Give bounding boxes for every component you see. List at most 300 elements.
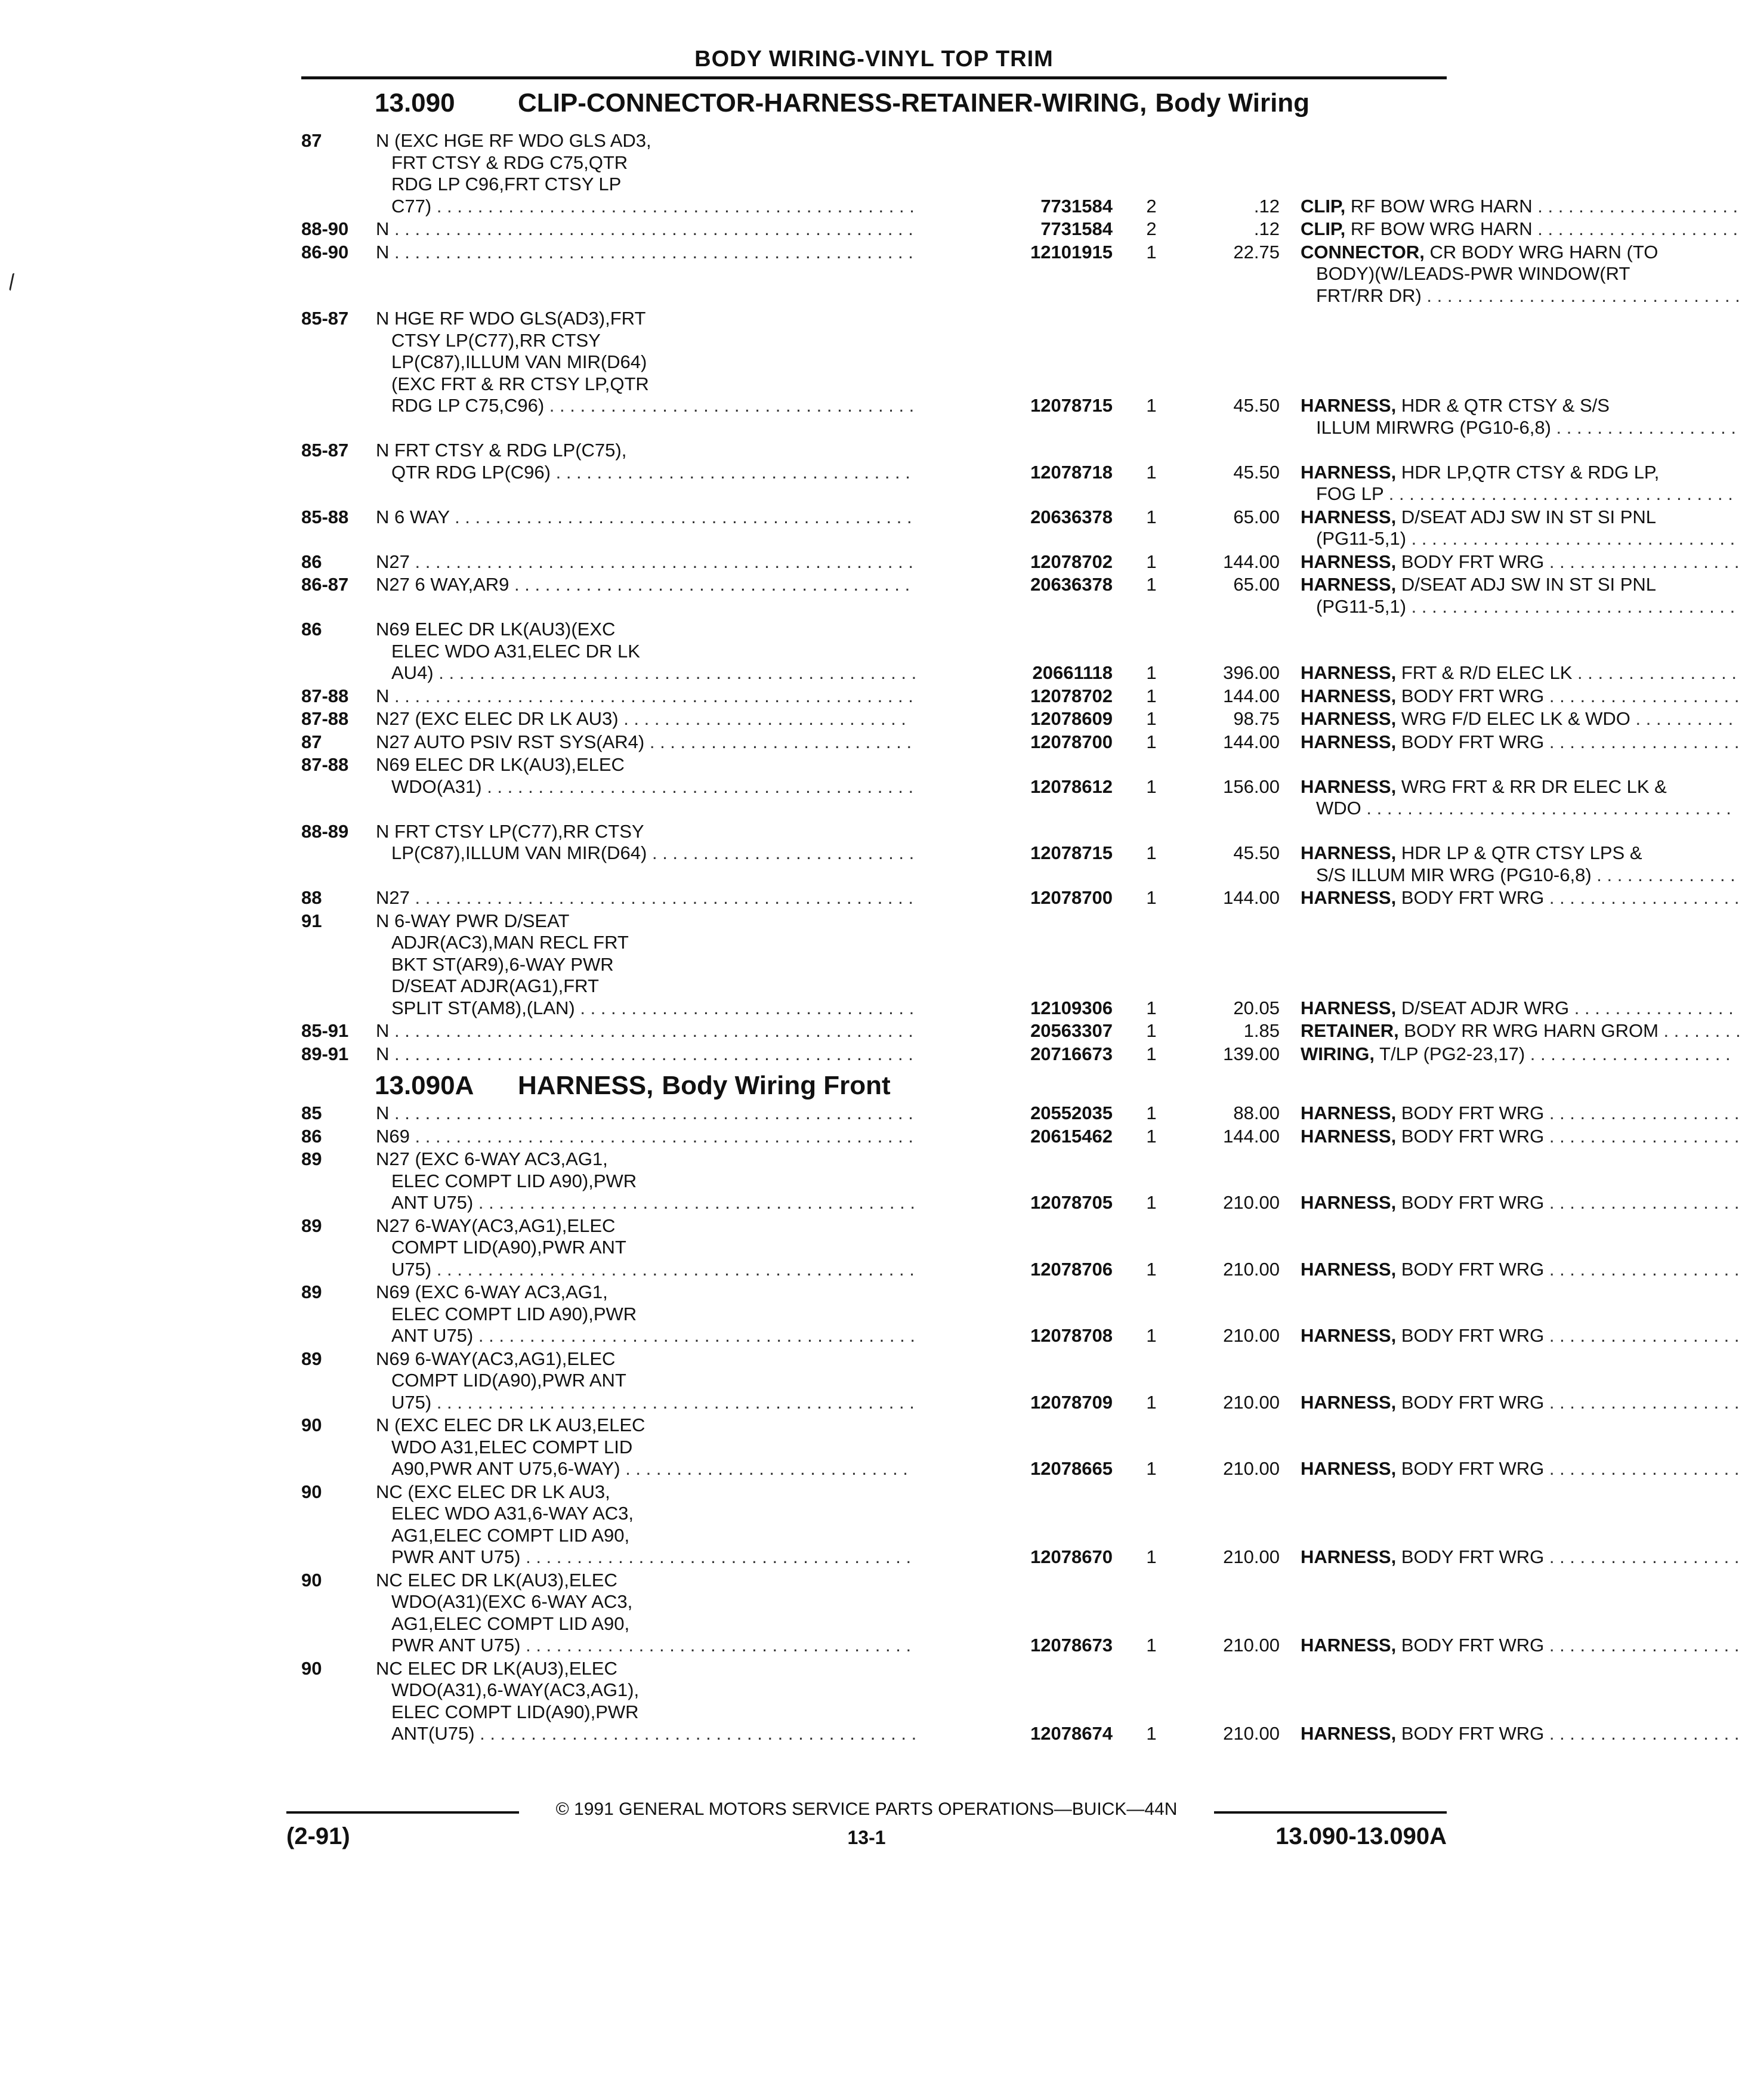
description-line: [376, 1126, 1002, 1148]
leader-dots: . . . . . . . . . . . . . . . . . . . . . . . . . . . . . . . . . . . . . . . . . . . . . . . . .: [409, 1125, 913, 1147]
description-text: ANT U75): [391, 1192, 474, 1213]
part-name: HARNESS,: [1301, 1635, 1397, 1656]
part-detail: BODY)(W/LEADS-PWR WINDOW(RT: [1316, 263, 1630, 284]
part-detail: BODY FRT WRG: [1396, 887, 1545, 908]
part-number: 12078609: [1030, 708, 1113, 729]
leader-dots: . . . . . . . . . . . . . .: [1591, 864, 1735, 885]
description-text: WDO(A31)(EXC 6-WAY AC3,: [391, 1591, 633, 1612]
application-description: [376, 1102, 1002, 1125]
description-line: [376, 1348, 1002, 1370]
model-years: 87-88: [301, 708, 349, 729]
part-detail: BODY FRT WRG: [1396, 1458, 1545, 1479]
description-line: [376, 1635, 1002, 1657]
quantity: 1: [1146, 1635, 1157, 1656]
application-description: [376, 1348, 1002, 1414]
leader-dots: . . . . . . . . . . . . . . . . . . . . . . . . . . . . . . . . . . . . . . . . . . . . . . . . . . .: [389, 1043, 913, 1064]
price: 396.00: [1223, 662, 1280, 683]
description-line: [376, 174, 1002, 196]
part-number: 12078612: [1030, 776, 1113, 797]
description-line: [376, 887, 1002, 909]
leader-dots: . . . . . . . . . . . . . . . . . . . . . . . . . . . . . . .: [1421, 285, 1740, 306]
section-subtitle: Body Wiring: [1155, 88, 1310, 118]
part-name: HARNESS,: [1301, 1102, 1397, 1123]
part-description-line: [1301, 685, 1745, 708]
part-name: CLIP,: [1301, 218, 1346, 239]
part-detail: WRG FRT & RR DR ELEC LK &: [1396, 776, 1667, 797]
application-description: [376, 1148, 1002, 1214]
part-description: [1301, 1192, 1745, 1214]
description-line: [376, 551, 1002, 573]
revision-date: (2-91): [286, 1823, 350, 1849]
part-number: 12078708: [1030, 1325, 1113, 1346]
part-number: 20661118: [1032, 662, 1113, 683]
part-name: HARNESS,: [1301, 461, 1397, 483]
part-number: 12078700: [1030, 731, 1113, 752]
description-text: ELEC COMPT LID(A90),PWR: [391, 1701, 639, 1722]
price: 22.75: [1233, 241, 1280, 262]
part-detail: BODY FRT WRG: [1396, 551, 1545, 572]
description-text: C77): [391, 195, 432, 217]
description-line: [376, 776, 1002, 798]
part-description-line: [1301, 842, 1745, 864]
description-text: WDO(A31): [391, 776, 482, 797]
model-years: 89: [301, 1348, 322, 1369]
description-text: N27 (EXC 6-WAY AC3,AG1,: [376, 1148, 608, 1169]
part-description: [1301, 1102, 1745, 1125]
leader-dots: . . . . . . . . . . . . . . . . . . . .: [1532, 218, 1738, 239]
description-line: [376, 1458, 1002, 1480]
price: 144.00: [1223, 731, 1280, 752]
quantity: 1: [1146, 1192, 1157, 1213]
application-description: [376, 708, 1002, 730]
price: .12: [1253, 218, 1280, 239]
part-description-line: [1301, 1259, 1745, 1281]
description-line: [376, 1192, 1002, 1214]
description-text: N27: [376, 551, 410, 572]
quantity: 1: [1146, 776, 1157, 797]
price: 88.00: [1233, 1102, 1280, 1123]
description-line: [376, 462, 1002, 484]
leader-dots: . . . . . . . . . . . . . . . . . . . . . . . . . . . . . . . .: [1406, 595, 1735, 617]
part-description: [1301, 887, 1745, 909]
part-number: 12078673: [1030, 1635, 1113, 1656]
model-years: 87-88: [301, 754, 349, 775]
part-name: HARNESS,: [1301, 1258, 1397, 1280]
application-description: [376, 1658, 1002, 1745]
quantity: 1: [1146, 506, 1157, 527]
description-line: [376, 373, 1002, 396]
page-number: 13-1: [847, 1827, 886, 1848]
part-number: 12078674: [1030, 1723, 1113, 1744]
footer-rule-left: [286, 1811, 519, 1814]
description-line: [376, 242, 1002, 264]
leader-dots: . . . . . . . . . . . . . . . . . . .: [1544, 1635, 1740, 1656]
part-number: 12078715: [1030, 395, 1113, 416]
description-line: [376, 1613, 1002, 1635]
part-detail: D/SEAT ADJ SW IN ST SI PNL: [1396, 574, 1657, 595]
description-line: [376, 1591, 1002, 1613]
table-row: [301, 731, 1740, 753]
part-detail: FRT & R/D ELEC LK: [1396, 662, 1573, 683]
table-row: [301, 1102, 1740, 1125]
part-description: [1301, 685, 1745, 708]
description-line: [376, 821, 1002, 843]
leader-dots: . . . . . . . . . . . . . . . . . . .: [1544, 1391, 1740, 1413]
description-line: [376, 574, 1002, 596]
leader-dots: . . . . . . . . . . . . . . . . . . . . . . . . . . . . . . . . . . . . . .: [520, 1546, 912, 1567]
model-years: 87: [301, 731, 322, 752]
part-description-line: [1301, 998, 1745, 1020]
quantity: 1: [1146, 731, 1157, 752]
section-title: [375, 1071, 891, 1101]
price: 210.00: [1223, 1635, 1280, 1656]
part-detail: (PG11-5,1): [1316, 528, 1407, 549]
description-line: [376, 330, 1002, 352]
leader-dots: . . . . . . . . . . . . . . . . . . .: [1544, 1125, 1740, 1147]
part-detail: BODY FRT WRG: [1396, 1102, 1545, 1123]
part-detail: BODY RR WRG HARN GROM: [1398, 1020, 1658, 1041]
description-line: [376, 754, 1002, 776]
part-detail: WDO: [1316, 798, 1361, 819]
table-row: [301, 506, 1735, 550]
description-line: [376, 685, 1002, 708]
part-detail: BODY FRT WRG: [1396, 685, 1545, 706]
part-description-line: [1301, 708, 1745, 730]
part-detail: CR BODY WRG HARN (TO: [1424, 241, 1658, 262]
part-description: [1301, 551, 1745, 573]
description-text: COMPT LID(A90),PWR ANT: [391, 1370, 626, 1391]
part-detail: HDR & QTR CTSY & S/S: [1396, 395, 1610, 416]
part-description: [1301, 1723, 1745, 1745]
table-row: [301, 130, 1738, 217]
table-row: [301, 754, 1731, 820]
part-description: [1301, 1392, 1745, 1414]
part-description-line: [1301, 263, 1745, 285]
application-description: [376, 1043, 1002, 1066]
table-row: [301, 1348, 1740, 1414]
part-description-line: [1301, 483, 1745, 505]
description-line: [376, 395, 1002, 417]
model-years: 87: [301, 130, 322, 151]
part-name: HARNESS,: [1301, 662, 1397, 683]
price: 156.00: [1223, 776, 1280, 797]
leader-dots: . . . . . . . . . . . . . . . . . . . . . . . . . . . . . . . . . . .: [550, 461, 910, 483]
application-description: [376, 507, 1002, 529]
description-text: N (EXC ELEC DR LK AU3,ELEC: [376, 1415, 646, 1435]
description-text: N: [376, 218, 390, 239]
model-years: 86-87: [301, 574, 349, 595]
leader-dots: . . . . . . . . . . . . . . . . . . . . . . . . . . . . . . . . . . . . . . . . . . . . . . . . . . .: [389, 1102, 913, 1123]
leader-dots: . . . . . . . . . . . . . . . . . . . . . . . . . . . . . . . . . . . . . . . . . . . . . . . . .: [409, 551, 913, 572]
part-name: CONNECTOR,: [1301, 241, 1425, 262]
application-description: [376, 130, 1002, 217]
part-detail: BODY FRT WRG: [1396, 1723, 1545, 1744]
leader-dots: . . . . . . . . . . . . . . . .: [1569, 997, 1734, 1018]
part-name: HARNESS,: [1301, 1125, 1397, 1147]
description-text: N HGE RF WDO GLS(AD3),FRT: [376, 308, 646, 329]
section-name: HARNESS,: [518, 1071, 654, 1100]
description-text: N69: [376, 1125, 410, 1147]
application-description: [376, 887, 1002, 909]
quantity: 1: [1146, 1125, 1157, 1147]
section-number: 13.090A: [375, 1071, 474, 1100]
part-description-line: [1301, 662, 1745, 684]
description-text: LP(C87),ILLUM VAN MIR(D64): [391, 842, 647, 863]
table-row: [301, 1281, 1740, 1347]
table-row: [301, 551, 1740, 573]
running-head: BODY WIRING-VINYL TOP TRIM: [694, 47, 1054, 72]
part-description-line: [1301, 1126, 1745, 1148]
part-name: HARNESS,: [1301, 776, 1397, 797]
table-row: [301, 308, 1736, 438]
description-text: N69 (EXC 6-WAY AC3,AG1,: [376, 1281, 608, 1302]
price: 210.00: [1223, 1458, 1280, 1479]
leader-dots: . . . . . . . . . . . . . . . . . . .: [1544, 551, 1740, 572]
description-text: N69 ELEC DR LK(AU3),ELEC: [376, 754, 625, 775]
section-name: CLIP-CONNECTOR-HARNESS-RETAINER-WIRING,: [518, 88, 1147, 118]
part-detail: D/SEAT ADJ SW IN ST SI PNL: [1396, 506, 1657, 527]
part-description-line: [1301, 798, 1745, 820]
part-number: 20636378: [1030, 506, 1113, 527]
leader-dots: . . . . . . . . . . . . . . . . . . . . . . . . . .: [644, 731, 912, 752]
part-number: 12078706: [1030, 1258, 1113, 1280]
leader-dots: . . . . . . . . . . . . . . . . . . .: [1544, 1723, 1740, 1744]
part-number: 12078709: [1030, 1391, 1113, 1413]
part-description-line: [1301, 574, 1745, 596]
model-years: 86-90: [301, 241, 349, 262]
part-name: HARNESS,: [1301, 506, 1397, 527]
description-line: [376, 1723, 1002, 1745]
leader-dots: . . . . . . . . . . . . . . . . . . . . . . . . . . . . . . . . . . . . . . . . . . . . . . .: [431, 1391, 915, 1413]
description-text: NC ELEC DR LK(AU3),ELEC: [376, 1657, 617, 1679]
table-row: [301, 1415, 1740, 1480]
part-description-line: [1301, 1043, 1745, 1066]
description-line: [376, 351, 1002, 373]
part-detail: RF BOW WRG HARN: [1345, 218, 1533, 239]
description-text: (EXC FRT & RR CTSY LP,QTR: [391, 373, 649, 394]
model-years: 89: [301, 1215, 322, 1236]
description-text: N27 6-WAY(AC3,AG1),ELEC: [376, 1215, 616, 1236]
description-line: [376, 218, 1002, 240]
leader-dots: . . . . . . . . . . . . . . . . . . . . . . . . . . . . . . . . . . . . . . . . . . . . . . .: [433, 662, 917, 683]
part-name: HARNESS,: [1301, 685, 1397, 706]
part-description: [1301, 196, 1745, 218]
table-row: [301, 619, 1737, 684]
part-description: [1301, 218, 1745, 240]
part-name: CLIP,: [1301, 195, 1346, 217]
description-text: N27 (EXC ELEC DR LK AU3): [376, 708, 619, 729]
part-name: HARNESS,: [1301, 395, 1397, 416]
part-name: HARNESS,: [1301, 708, 1397, 729]
description-line: [376, 731, 1002, 753]
description-text: PWR ANT U75): [391, 1546, 521, 1567]
part-description-line: [1301, 1723, 1745, 1745]
part-detail: D/SEAT ADJR WRG: [1396, 997, 1570, 1018]
part-detail: WRG F/D ELEC LK & WDO: [1396, 708, 1630, 729]
description-text: N: [376, 1102, 390, 1123]
table-row: [301, 1215, 1740, 1281]
part-name: HARNESS,: [1301, 731, 1397, 752]
description-line: [376, 1020, 1002, 1042]
quantity: 1: [1146, 574, 1157, 595]
application-description: [376, 1215, 1002, 1281]
header-rule: [301, 76, 1447, 79]
part-description: [1301, 776, 1745, 820]
table-row: [301, 910, 1734, 1020]
part-detail: S/S ILLUM MIR WRG (PG10-6,8): [1316, 864, 1592, 885]
table-row: [301, 241, 1740, 307]
quantity: 1: [1146, 1546, 1157, 1567]
description-text: N: [376, 241, 390, 262]
description-line: [376, 1658, 1002, 1680]
description-line: [376, 1570, 1002, 1592]
price: 139.00: [1223, 1043, 1280, 1064]
part-detail: T/LP (PG2-23,17): [1375, 1043, 1525, 1064]
part-detail: BODY FRT WRG: [1396, 1258, 1545, 1280]
application-description: [376, 685, 1002, 708]
description-text: RDG LP C75,C96): [391, 395, 545, 416]
part-name: HARNESS,: [1301, 1458, 1397, 1479]
model-years: 85-87: [301, 308, 349, 329]
part-description-line: [1301, 1635, 1745, 1657]
description-line: [376, 1701, 1002, 1724]
description-line: [376, 708, 1002, 730]
section-title: [375, 88, 1309, 118]
part-detail: (PG11-5,1): [1316, 595, 1407, 617]
description-line: [376, 1304, 1002, 1326]
description-text: ELEC WDO A31,6-WAY AC3,: [391, 1503, 634, 1524]
part-name: HARNESS,: [1301, 1192, 1397, 1213]
part-description-line: [1301, 731, 1745, 753]
part-number: 12078718: [1030, 461, 1113, 483]
description-text: N (EXC HGE RF WDO GLS AD3,: [376, 130, 651, 151]
part-name: HARNESS,: [1301, 1325, 1397, 1346]
model-years: 90: [301, 1569, 322, 1591]
part-description-line: [1301, 285, 1745, 307]
model-years: 89: [301, 1281, 322, 1302]
part-description: [1301, 708, 1745, 730]
part-name: HARNESS,: [1301, 1391, 1397, 1413]
part-number: 20716673: [1030, 1043, 1113, 1064]
price: 210.00: [1223, 1723, 1280, 1744]
quantity: 1: [1146, 241, 1157, 262]
part-description-line: [1301, 551, 1745, 573]
model-years: 85: [301, 1102, 322, 1123]
application-description: [376, 551, 1002, 573]
leader-dots: . . . . . . . . . .: [1630, 708, 1734, 729]
description-text: ADJR(AC3),MAN RECL FRT: [391, 932, 629, 953]
model-years: 90: [301, 1657, 322, 1679]
part-description: [1301, 1020, 1745, 1042]
part-detail: FOG LP: [1316, 483, 1384, 504]
description-line: [376, 1215, 1002, 1237]
description-line: [376, 130, 1002, 152]
table-row: [301, 820, 1735, 887]
leader-dots: . . . . . . . . . . . . . . . .: [1572, 662, 1737, 683]
application-description: [376, 440, 1002, 483]
application-description: [376, 731, 1002, 753]
application-description: [376, 1570, 1002, 1657]
quantity: 2: [1146, 218, 1157, 239]
part-description-line: [1301, 1192, 1745, 1214]
description-text: N FRT CTSY LP(C77),RR CTSY: [376, 820, 644, 842]
section-number: 13.090: [375, 88, 455, 118]
part-name: RETAINER,: [1301, 1020, 1399, 1041]
quantity: 2: [1146, 195, 1157, 217]
part-number: 12101915: [1030, 241, 1113, 262]
description-text: N27 AUTO PSIV RST SYS(AR4): [376, 731, 645, 752]
application-description: [376, 1481, 1002, 1568]
description-line: [376, 954, 1002, 976]
leader-dots: . . . . . . . . . . . . . . . . . . . . . . . . . . . . . . . . . . . .: [1361, 798, 1731, 819]
part-description-line: [1301, 395, 1745, 417]
part-detail: HDR LP & QTR CTSY LPS &: [1396, 842, 1642, 863]
description-text: AU4): [391, 662, 434, 683]
part-description-line: [1301, 1458, 1745, 1480]
price: 98.75: [1233, 708, 1280, 729]
model-years: 88: [301, 887, 322, 908]
leader-dots: . . . . . . . . . . . . . . . . . . . . . . . . . . . . . . . . . . . . . . . . . .: [481, 776, 914, 797]
description-text: CTSY LP(C77),RR CTSY: [391, 329, 601, 351]
description-text: ANT U75): [391, 1325, 474, 1346]
leader-dots: . . . . . . . .: [1658, 1020, 1741, 1041]
description-text: N: [376, 1043, 390, 1064]
part-description: [1301, 842, 1745, 886]
part-description-line: [1301, 864, 1745, 887]
leader-dots: . . . . . . . . . . . . . . . . . . . . . . . . . . . . . . . . . . . . . . . . . . . . . . .: [431, 195, 915, 217]
description-text: BKT ST(AR9),6-WAY PWR: [391, 953, 614, 975]
part-detail: BODY FRT WRG: [1396, 1546, 1545, 1567]
part-number: 12078715: [1030, 842, 1113, 863]
model-years: 88-90: [301, 218, 349, 239]
leader-dots: . . . . . . . . . . . . . . . . . . . . . . . . . .: [647, 842, 915, 863]
description-line: [376, 1148, 1002, 1171]
part-description-line: [1301, 196, 1745, 218]
description-text: N27: [376, 887, 410, 908]
part-detail: BODY FRT WRG: [1396, 1391, 1545, 1413]
part-description: [1301, 574, 1745, 617]
part-description-line: [1301, 887, 1745, 909]
price: 210.00: [1223, 1325, 1280, 1346]
price: 210.00: [1223, 1391, 1280, 1413]
description-text: N27 6 WAY,AR9: [376, 574, 509, 595]
model-years: 85-88: [301, 506, 349, 527]
description-line: [376, 1043, 1002, 1066]
description-line: [376, 507, 1002, 529]
price: 20.05: [1233, 997, 1280, 1018]
quantity: 1: [1146, 997, 1157, 1018]
table-row: [301, 440, 1733, 505]
part-description-line: [1301, 242, 1745, 264]
part-description: [1301, 1259, 1745, 1281]
leader-dots: . . . . . . . . . . . . . . . . . . . . . . . . . . . . . . . . . . . . . . . . . . .: [473, 1192, 915, 1213]
description-line: [376, 308, 1002, 330]
description-text: ANT(U75): [391, 1723, 475, 1744]
table-row: [301, 1125, 1740, 1148]
description-text: N69 6-WAY(AC3,AG1),ELEC: [376, 1348, 616, 1369]
leader-dots: . . . . . . . . . . . . . . . . . . .: [1544, 685, 1740, 706]
description-line: [376, 975, 1002, 998]
description-line: [376, 1415, 1002, 1437]
description-text: SPLIT ST(AM8),(LAN): [391, 997, 575, 1018]
model-years: 85-87: [301, 440, 349, 461]
description-text: N: [376, 1020, 390, 1041]
quantity: 1: [1146, 1258, 1157, 1280]
leader-dots: . . . . . . . . . . . . . . . . . . .: [1544, 1458, 1740, 1479]
description-line: [376, 1237, 1002, 1259]
part-detail: BODY FRT WRG: [1396, 1125, 1545, 1147]
part-number: 12078702: [1030, 685, 1113, 706]
